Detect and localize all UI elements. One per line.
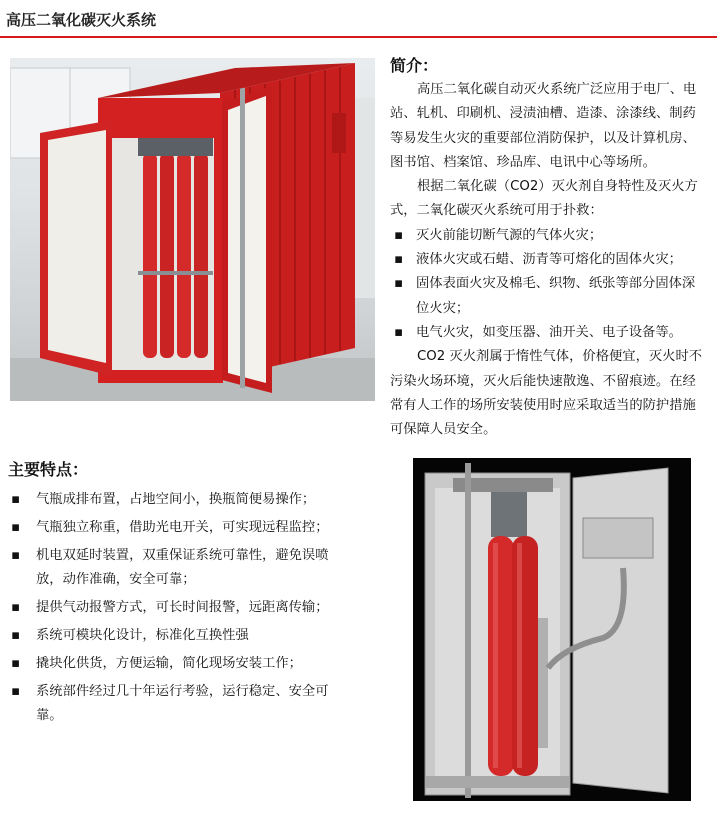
- feature-item: ▪ 系统可模块化设计，标准化互换性强: [8, 624, 353, 648]
- bullet-icon: ▪: [11, 492, 21, 507]
- bullet-icon: ▪: [394, 252, 404, 268]
- cabinet-photo: [413, 458, 691, 801]
- bullet-icon: ▪: [11, 548, 21, 563]
- bullet-icon: ▪: [11, 628, 21, 643]
- features-heading: 主要特点：: [8, 460, 89, 479]
- feature-item: ▪ 气瓶成排布置，占地空间小，换瓶简便易操作；: [8, 488, 353, 512]
- feature-item: ▪ 系统部件经过几十年运行考验，运行稳定、安全可靠。: [8, 680, 353, 728]
- intro-heading: 简介：: [390, 56, 439, 75]
- bullet-icon: ▪: [11, 684, 21, 699]
- bullet-icon: ▪: [394, 227, 404, 243]
- feature-item: ▪ 提供气动报警方式，可长时间报警，远距离传输；: [8, 596, 353, 620]
- intro-bullet: ▪ 固体表面火灾及棉毛、织物、纸张等部分固体深位火灾；: [390, 272, 708, 321]
- intro-bullet: ▪ 电气火灾，如变压器、油开关、电子设备等。: [390, 321, 708, 345]
- container-photo: [10, 58, 375, 401]
- feature-item: ▪ 撬块化供货，方便运输，简化现场安装工作；: [8, 652, 353, 676]
- page-title: 高压二氧化碳灭火系统: [6, 11, 157, 29]
- intro-bullet: ▪ 灭火前能切断气源的气体火灾；: [390, 224, 708, 248]
- bullet-icon: ▪: [394, 324, 404, 340]
- bullet-icon: ▪: [11, 600, 21, 615]
- intro-bullet: ▪ 液体火灾或石蜡、沥青等可熔化的固体火灾；: [390, 248, 708, 272]
- intro-paragraph-1: 高压二氧化碳自动灭火系统广泛应用于电厂、电站、轧机、印刷机、浸渍油槽、造漆、涂漆线、制药等易发生火灾的重要部位消防保护，以及计算机房、图书馆、档案馆、珍品库、电讯中心等场所。: [390, 82, 697, 170]
- intro-paragraph-2: 根据二氧化碳（CO2）灭火剂自身特性及灭火方式，二氧化碳灭火系统可用于扑救：: [390, 179, 698, 219]
- feature-item: ▪ 气瓶独立称重，借助光电开关，可实现远程监控；: [8, 516, 353, 540]
- feature-item: ▪ 机电双延时装置，双重保证系统可靠性，避免误喷放，动作准确，安全可靠；: [8, 544, 353, 592]
- intro-paragraph-3: CO2 灭火剂属于惰性气体，价格便宜，灭火时不污染火场环境，灭火后能快速散逸、不留痕迹。在经常有人工作的场所安装使用时应采取适当的防护措施可保障人员安全。: [390, 349, 703, 438]
- bullet-icon: ▪: [394, 276, 404, 292]
- bullet-icon: ▪: [11, 656, 21, 671]
- bullet-icon: ▪: [11, 520, 21, 535]
- intro-section: [390, 78, 708, 442]
- features-list: [8, 488, 353, 732]
- title-divider: [0, 36, 717, 38]
